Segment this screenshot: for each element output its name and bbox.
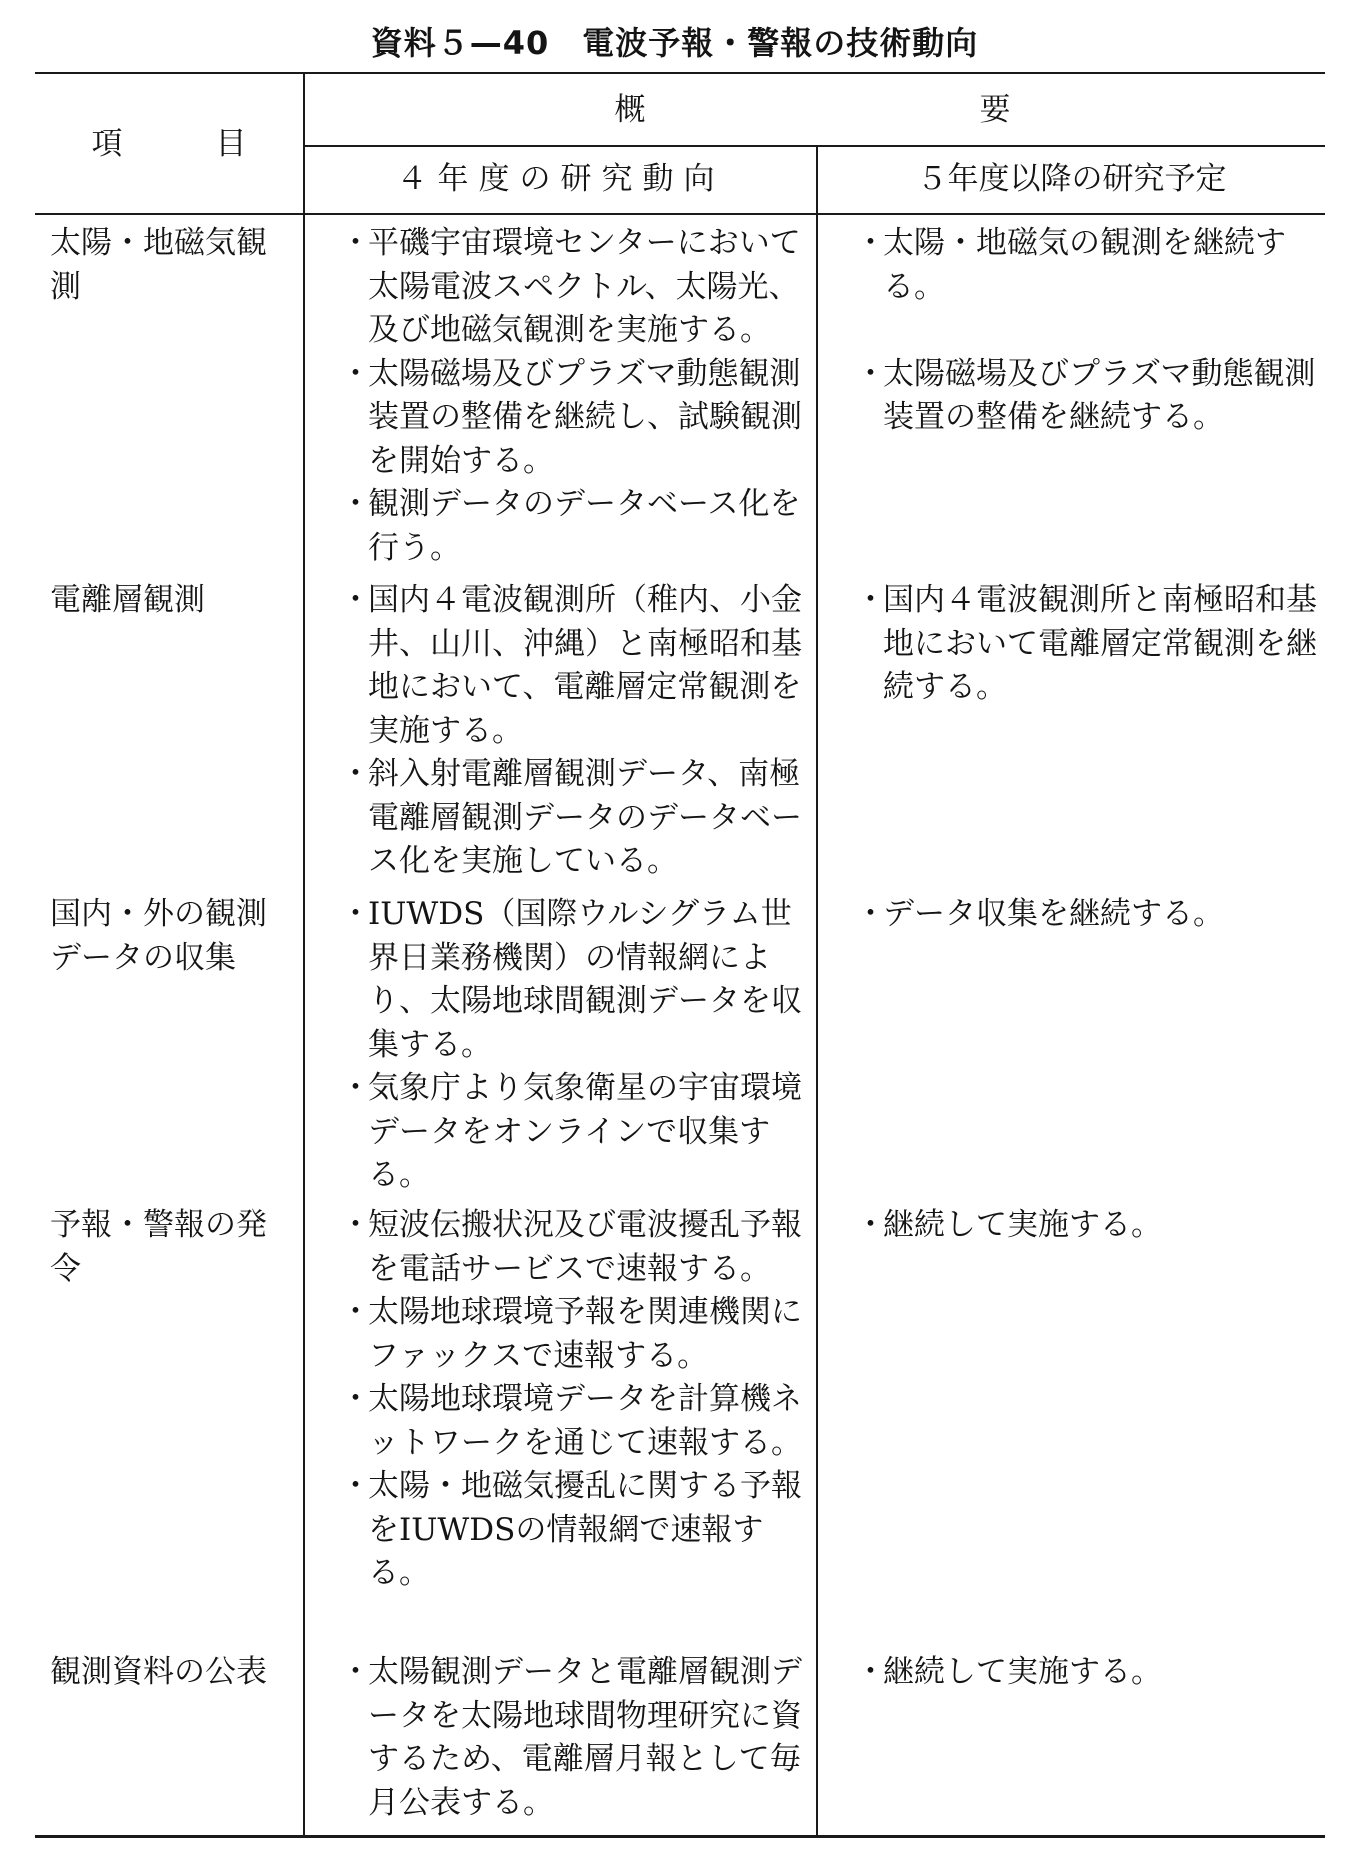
row-current-plan <box>340 1651 810 1825</box>
list-item: ・ データ収集を継続する。 <box>855 896 1224 932</box>
list-item: ・ 国内４電波観測所（稚内、小金井、山川、沖縄）と南極昭和基地において、電離層定常観測を実施する。 <box>340 582 802 749</box>
row-item: 太陽・地磁気観測 <box>50 225 267 305</box>
list-item: ・ 太陽磁場及びプラズマ動態観測装置の整備を継続し、試験観測を開始する。 <box>340 355 802 479</box>
list-item: ・ 太陽地球環境予報を関連機関にファックスで速報する。 <box>340 1294 802 1374</box>
column-divider-2 <box>816 145 818 1837</box>
header-overview-divider <box>303 145 1325 147</box>
row-current-plan <box>340 579 810 884</box>
list-item: ・ 観測データのデータベース化を行う。 <box>340 486 801 566</box>
row-current-plan <box>340 893 810 1198</box>
row-future-plan <box>855 1204 1325 1248</box>
row-current-plan <box>340 222 810 570</box>
list-item: ・ 継続して実施する。 <box>855 1654 1162 1690</box>
row-future-plan <box>855 222 1325 440</box>
column-divider-1 <box>303 72 305 1837</box>
row-current-plan <box>340 1204 810 1596</box>
header-current-year: ４年度の研究動向 <box>396 161 725 197</box>
list-item: ・ 気象庁より気象衛星の宇宙環境データをオンラインで収集する。 <box>340 1070 802 1193</box>
list-item: ・ 国内４電波観測所と南極昭和基地において電離層定常観測を継続する。 <box>855 582 1317 705</box>
list-item: ・ 太陽観測データと電離層観測データを太陽地球間物理研究に資するため、電離層月報として毎月公表する。 <box>340 1654 802 1821</box>
list-item: ・ 太陽・地磁気擾乱に関する予報をIUWDSの情報網で速報する。 <box>340 1468 802 1591</box>
row-item: 電離層観測 <box>50 582 205 618</box>
table-bottom-border <box>35 1835 1325 1838</box>
header-future: ５年度以降の研究予定 <box>916 161 1227 197</box>
list-item: ・ 継続して実施する。 <box>855 1207 1162 1243</box>
list-item: ・ 太陽地球環境データを計算機ネットワークを通じて速報する。 <box>340 1381 802 1461</box>
row-future-plan <box>855 1651 1325 1695</box>
table-top-border <box>35 72 1325 74</box>
document-title: 資料５—40 電波予報・警報の技術動向 <box>370 24 979 62</box>
list-item: ・ IUWDS（国際ウルシグラム世界日業務機関）の情報網により、太陽地球間観測データを収集する。 <box>340 896 802 1063</box>
row-future-plan <box>855 893 1325 937</box>
list-item: ・ 太陽磁場及びプラズマ動態観測装置の整備を継続する。 <box>855 355 1316 435</box>
row-item: 予報・警報の発令 <box>50 1207 267 1287</box>
row-future-plan <box>855 579 1325 710</box>
list-item: ・ 斜入射電離層観測データ、南極電離層観測データのデータベース化を実施している。 <box>340 756 802 879</box>
list-item: ・ 短波伝搬状況及び電波擾乱予報を電話サービスで速報する。 <box>340 1207 802 1287</box>
header-item: 項 目 <box>91 126 247 162</box>
header-overview-right: 要 <box>979 92 1011 128</box>
list-item: ・ 平磯宇宙環境センターにおいて太陽電波スペクトル、太陽光、及び地磁気観測を実施する。 <box>340 225 801 348</box>
row-item: 観測資料の公表 <box>50 1654 267 1690</box>
header-overview-left: 概 <box>614 92 646 128</box>
list-item: ・ 太陽・地磁気の観測を継続する。 <box>855 225 1286 305</box>
row-item: 国内・外の観測データの収集 <box>50 896 267 976</box>
header-bottom-border <box>35 213 1325 215</box>
